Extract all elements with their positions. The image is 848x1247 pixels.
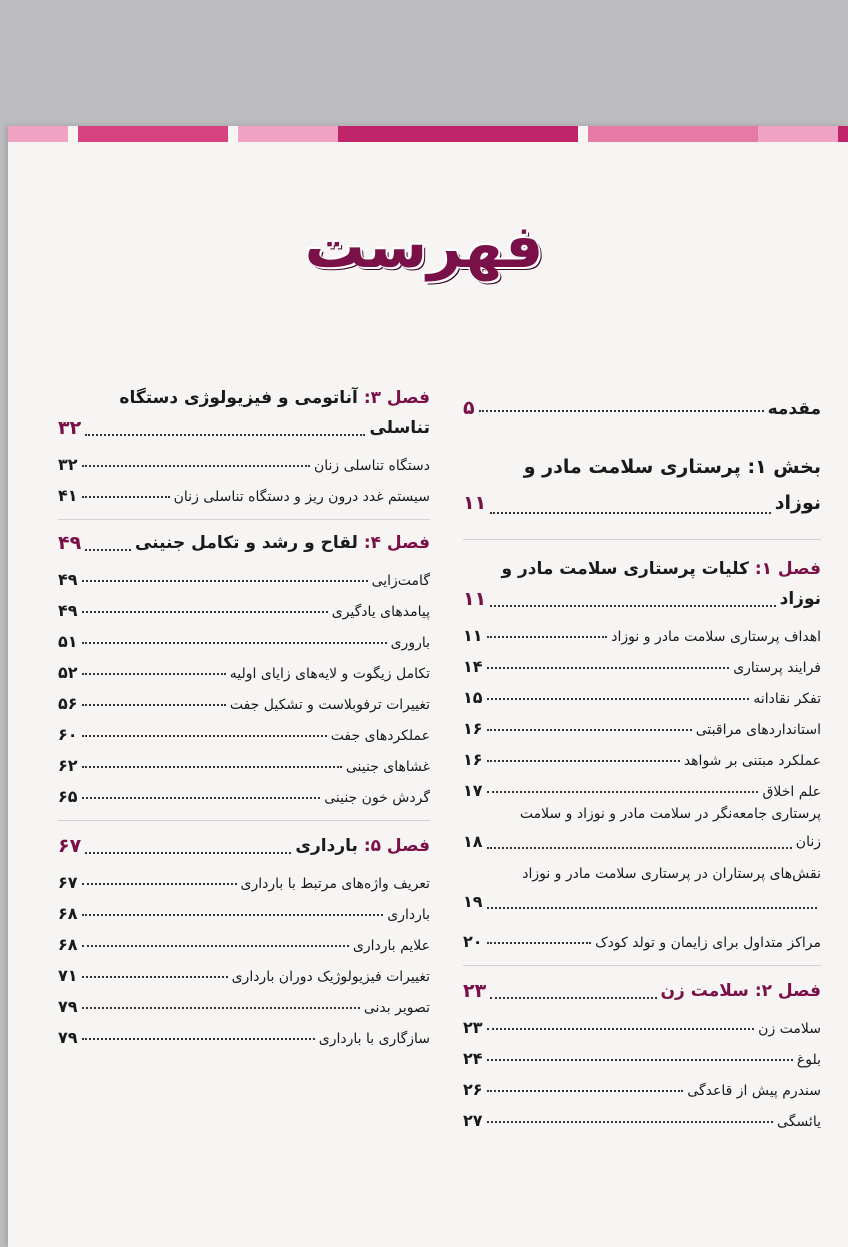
divider — [463, 965, 821, 966]
toc-entry[interactable] — [463, 1068, 821, 1099]
toc-entry[interactable] — [463, 707, 821, 738]
chapter-title-line1: آناتومی و فیزیولوژی دستگاه — [119, 388, 358, 408]
dot-leader — [82, 914, 384, 916]
dot-leader — [82, 673, 226, 675]
toc-entry[interactable] — [58, 775, 430, 806]
dot-leader — [487, 1028, 755, 1030]
toc-entry[interactable] — [58, 443, 430, 474]
dot-leader — [487, 1059, 793, 1061]
chapter-heading[interactable] — [463, 554, 821, 614]
entry-label: پیامدهای یادگیری — [331, 604, 430, 620]
toc-right-column — [463, 383, 821, 1130]
dot-leader — [487, 636, 608, 638]
divider — [58, 519, 430, 520]
toc-entry[interactable] — [463, 1006, 821, 1037]
page-number: ۵۱ — [58, 632, 78, 651]
page-number: ۵۶ — [58, 694, 78, 713]
toc-entry[interactable] — [58, 474, 430, 505]
decorative-stripe — [8, 126, 848, 142]
dot-leader — [85, 549, 131, 551]
dot-leader — [487, 791, 759, 793]
dot-leader — [85, 852, 291, 854]
entry-label: اهداف پرستاری سلامت مادر و نوزاد — [611, 629, 821, 645]
entry-label: سیستم غدد درون ریز و دستگاه تناسلی زنان — [173, 489, 430, 505]
page-number: ۱۸ — [463, 832, 483, 851]
dot-leader — [487, 1090, 684, 1092]
dot-leader — [82, 611, 328, 613]
chapter-prefix: فصل ۳: — [363, 388, 430, 408]
dot-leader — [487, 698, 750, 700]
page-number: ۶۲ — [58, 756, 78, 775]
entry-label: سلامت زن — [758, 1021, 821, 1037]
entry-label: گامت‌زایی — [371, 573, 430, 589]
chapter-title-line2: تناسلی — [369, 418, 430, 438]
page-number: ۳۲ — [58, 455, 78, 474]
toc-entry[interactable] — [58, 923, 430, 954]
dot-leader — [487, 907, 817, 909]
entry-label: عملکرد مبتنی بر شواهد — [683, 753, 821, 769]
chapter-title: بارداری — [295, 836, 358, 856]
page-number: ۵۲ — [58, 663, 78, 682]
dot-leader — [82, 945, 349, 947]
page-number: ۷۱ — [58, 966, 78, 985]
chapter-title-line1: کلیات پرستاری سلامت مادر و — [501, 559, 749, 579]
dot-leader — [82, 642, 387, 644]
toc-entry[interactable] — [58, 589, 430, 620]
dot-leader — [490, 605, 775, 607]
part-title-line2: نوزاد — [774, 492, 821, 514]
page-number: ۴۱ — [58, 486, 78, 505]
page-number: ۲۶ — [463, 1080, 483, 1099]
toc-left-column — [58, 383, 430, 1047]
page-number: ۲۳ — [463, 980, 487, 1002]
chapter-prefix: فصل ۴: — [363, 533, 430, 553]
entry-label: تغییرات ترفوبلاست و تشکیل جفت — [229, 697, 430, 713]
dot-leader — [487, 942, 592, 944]
page-number: ۲۷ — [463, 1111, 483, 1130]
chapter-heading[interactable] — [58, 831, 430, 861]
dot-leader — [487, 729, 692, 731]
entry-label: سازگاری با بارداری — [318, 1031, 430, 1047]
toc-entry[interactable] — [58, 744, 430, 775]
page-number: ۶۸ — [58, 904, 78, 923]
page-number: ۶۵ — [58, 787, 78, 806]
toc-entry[interactable] — [463, 614, 821, 645]
toc-entry[interactable] — [58, 954, 430, 985]
page-number: ۴۹ — [58, 532, 82, 554]
toc-entry[interactable] — [58, 713, 430, 744]
entry-label: بلوغ — [796, 1052, 821, 1068]
entry-label: تفکر نقادانه — [753, 691, 821, 707]
entry-label: استانداردهای مراقبتی — [695, 722, 821, 738]
toc-entry[interactable] — [58, 1016, 430, 1047]
dot-leader — [82, 704, 226, 706]
chapter-prefix: فصل ۱: — [754, 559, 821, 579]
chapter-prefix: فصل ۵: — [363, 836, 430, 856]
entry-label: علم اخلاق — [762, 784, 821, 800]
entry-label: عملکردهای جفت — [330, 728, 430, 744]
page-number: ۱۱ — [463, 588, 487, 610]
dot-leader — [487, 760, 680, 762]
toc-entry[interactable] — [58, 620, 430, 651]
page-number: ۱۱ — [463, 492, 487, 514]
entry-label: دستگاه تناسلی زنان — [313, 458, 430, 474]
page-number: ۱۷ — [463, 781, 483, 800]
dot-leader — [82, 976, 228, 978]
entry-label: یائسگی — [777, 1114, 821, 1130]
chapter-title: لقاح و رشد و تکامل جنینی — [134, 533, 358, 553]
page-title: فهرست — [304, 212, 544, 282]
dot-leader — [85, 434, 365, 436]
chapter-heading[interactable] — [58, 528, 430, 558]
entry-label-line1: نقش‌های پرستاران در پرستاری سلامت مادر و نوزاد — [522, 866, 821, 882]
dot-leader — [82, 883, 237, 885]
toc-entry[interactable] — [463, 860, 821, 916]
dot-leader — [487, 1121, 774, 1123]
toc-entry-intro[interactable] — [463, 383, 821, 419]
entry-label: سندرم پیش از قاعدگی — [687, 1083, 821, 1099]
page-number: ۱۶ — [463, 719, 483, 738]
dot-leader — [82, 1007, 360, 1009]
page-number: ۳۲ — [58, 417, 82, 439]
page-number: ۶۸ — [58, 935, 78, 954]
dot-leader — [82, 496, 170, 498]
dot-leader — [82, 766, 342, 768]
entry-label-line1: پرستاری جامعه‌نگر در سلامت مادر و نوزاد و سلامت — [519, 806, 821, 822]
entry-label: مقدمه — [767, 399, 821, 419]
page-number: ۱۱ — [463, 626, 483, 645]
divider — [58, 820, 430, 821]
page-number: ۶۷ — [58, 873, 78, 892]
page-number: ۲۰ — [463, 932, 483, 951]
chapter-heading[interactable] — [58, 383, 430, 443]
part-heading[interactable] — [463, 449, 821, 521]
entry-label: مراکز متداول برای زایمان و تولد کودک — [595, 935, 821, 951]
toc-entry[interactable] — [463, 1037, 821, 1068]
dot-leader — [479, 410, 764, 412]
part-title-line1: بخش ۱: پرستاری سلامت مادر و — [523, 456, 821, 478]
dot-leader — [490, 997, 656, 999]
chapter3-items — [58, 443, 430, 505]
chapter-title: سلامت زن — [660, 981, 749, 1001]
toc-entry[interactable] — [58, 861, 430, 892]
dot-leader — [82, 735, 327, 737]
toc-entry[interactable] — [58, 558, 430, 589]
toc-entry[interactable] — [463, 676, 821, 707]
entry-label: تغییرات فیزیولوژیک دوران بارداری — [231, 969, 430, 985]
page-number: ۲۴ — [463, 1049, 483, 1068]
toc-entry[interactable] — [58, 682, 430, 713]
toc-entry[interactable] — [463, 769, 821, 800]
dot-leader — [487, 667, 730, 669]
toc-entry[interactable] — [58, 892, 430, 923]
entry-label: تکامل زیگوت و لایه‌های زایای اولیه — [229, 666, 430, 682]
chapter1-items — [463, 614, 821, 800]
page-number: ۷۹ — [58, 997, 78, 1016]
entry-label-line2: زنان — [795, 834, 821, 850]
toc-entry[interactable] — [58, 651, 430, 682]
dot-leader — [82, 1038, 315, 1040]
chapter2-items — [463, 1006, 821, 1130]
divider — [463, 539, 821, 540]
toc-entry[interactable] — [463, 738, 821, 769]
entry-label: تعریف واژه‌های مرتبط با بارداری — [240, 876, 430, 892]
page-number: ۱۹ — [463, 892, 483, 911]
entry-label: باروری — [390, 635, 430, 651]
page-number: ۱۴ — [463, 657, 483, 676]
dot-leader — [82, 797, 321, 799]
page-number: ۴۹ — [58, 601, 78, 620]
dot-leader — [82, 580, 368, 582]
toc-entry[interactable] — [463, 800, 821, 856]
chapter-heading[interactable] — [463, 976, 821, 1006]
page-number: ۱۵ — [463, 688, 483, 707]
toc-entry[interactable] — [463, 920, 821, 951]
dot-leader — [490, 512, 771, 514]
entry-label: علایم بارداری — [352, 938, 430, 954]
entry-label: تصویر بدنی — [363, 1000, 430, 1016]
page-number: ۶۰ — [58, 725, 78, 744]
page-number: ۴۹ — [58, 570, 78, 589]
dot-leader — [82, 465, 310, 467]
entry-label: گردش خون جنینی — [324, 790, 430, 806]
page-number: ۱۶ — [463, 750, 483, 769]
entry-label: غشاهای جنینی — [345, 759, 430, 775]
entry-label: فرایند پرستاری — [733, 660, 821, 676]
toc-entry[interactable] — [463, 1099, 821, 1130]
chapter-title-line2: نوزاد — [779, 589, 821, 609]
page-number: ۲۳ — [463, 1018, 483, 1037]
chapter5-items — [58, 861, 430, 1047]
page-number: ۵ — [463, 397, 475, 419]
dot-leader — [487, 847, 792, 849]
toc-entry[interactable] — [463, 645, 821, 676]
toc-entry[interactable] — [58, 985, 430, 1016]
chapter-prefix: فصل ۲: — [754, 981, 821, 1001]
chapter4-items — [58, 558, 430, 806]
entry-label: بارداری — [387, 907, 430, 923]
page-number: ۶۷ — [58, 835, 82, 857]
page-number: ۷۹ — [58, 1028, 78, 1047]
